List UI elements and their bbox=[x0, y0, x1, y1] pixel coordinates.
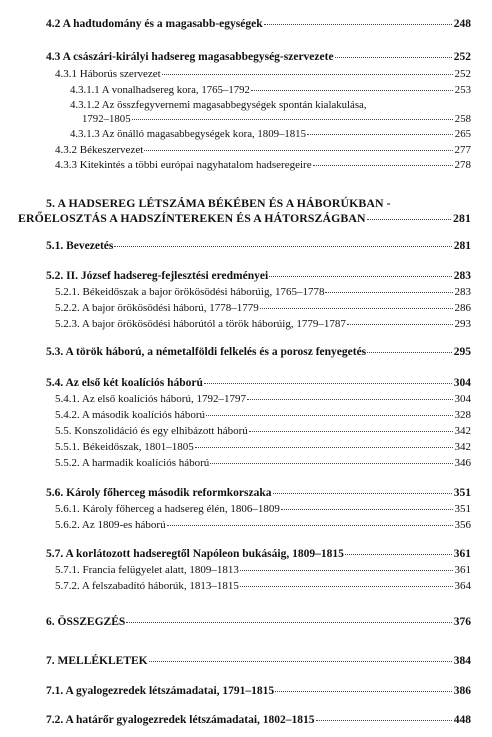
toc-dot-leader bbox=[325, 292, 452, 293]
toc-entry-5-7 bbox=[46, 548, 471, 561]
toc-dot-leader bbox=[204, 383, 452, 384]
toc-dot-leader bbox=[281, 509, 453, 510]
toc-entry-5-7-1 bbox=[55, 564, 471, 577]
toc-entry-page: 283 bbox=[453, 270, 471, 282]
toc-entry-page: 293 bbox=[454, 318, 471, 330]
toc-dot-leader bbox=[162, 74, 453, 75]
toc-entry-5-6 bbox=[46, 487, 471, 500]
toc-entry-page: 281 bbox=[453, 211, 471, 225]
toc-entry-page: 351 bbox=[454, 503, 471, 515]
toc-dot-leader bbox=[275, 691, 452, 692]
toc-entry-5-6-1 bbox=[55, 503, 471, 516]
toc-entry-title: ERŐELOSZTÁS A HADSZÍNTEREKEN ÉS A HÁTORSZÁGBAN bbox=[18, 211, 366, 225]
toc-dot-leader bbox=[247, 399, 453, 400]
toc-entry-page: 384 bbox=[453, 655, 471, 667]
toc-entry-title: 5.7. A korlátozott hadseregtől Napóleon bukásáig, 1809–1815 bbox=[46, 548, 344, 560]
toc-entry-title: 6. ÖSSZEGZÉS bbox=[46, 616, 126, 628]
toc-entry-4-3-1-3 bbox=[70, 128, 471, 141]
toc-entry-5-2-3 bbox=[55, 318, 471, 331]
toc-entry-title: 4.3.3 Kitekintés a többi európai nagyhatalom hadseregeire bbox=[55, 159, 312, 171]
toc-entry-page: 328 bbox=[454, 409, 471, 421]
toc-entry-page: 283 bbox=[454, 286, 471, 298]
toc-dot-leader bbox=[347, 324, 453, 325]
toc-dot-leader bbox=[132, 119, 453, 120]
toc-entry-5-5-1 bbox=[55, 441, 471, 454]
toc-entry-page: 364 bbox=[454, 580, 471, 592]
toc-entry-title: 4.3.2 Békeszervezet bbox=[55, 144, 144, 156]
toc-entry-4-3-1-2-line1: 4.3.1.2 Az összfegyvernemi magasabbegységek spontán kialakulása, bbox=[70, 99, 367, 111]
toc-entry-title: 5.6. Károly főherceg második reformkorszaka bbox=[46, 487, 272, 499]
toc-entry-page: 376 bbox=[453, 616, 471, 628]
toc-dot-leader bbox=[240, 570, 453, 571]
toc-dot-leader bbox=[210, 463, 452, 464]
toc-entry-page: 258 bbox=[454, 113, 471, 125]
toc-entry-title: 7. MELLÉKLETEK bbox=[46, 655, 148, 667]
toc-entry-title: 4.3 A császári-királyi hadsereg magasabbegység-szervezete bbox=[46, 51, 334, 63]
toc-dot-leader bbox=[149, 661, 452, 662]
toc-dot-leader bbox=[126, 622, 451, 623]
toc-entry-page: 386 bbox=[453, 685, 471, 697]
toc-entry-5-2-1 bbox=[55, 286, 471, 299]
toc-entry-4-3 bbox=[46, 51, 471, 64]
toc-entry-page: 248 bbox=[453, 18, 471, 30]
toc-entry-title: 5.2.2. A bajor örökösödési háború, 1778–1779 bbox=[55, 302, 259, 314]
toc-dot-leader bbox=[335, 57, 452, 58]
toc-entry-title: 1792–1805 bbox=[82, 113, 131, 125]
toc-entry-page: 361 bbox=[453, 548, 471, 560]
toc-entry-4-3-2 bbox=[55, 144, 471, 157]
toc-entry-5-5 bbox=[55, 425, 471, 438]
toc-entry-title: 4.3.1.1 A vonalhadsereg kora, 1765–1792 bbox=[70, 84, 250, 96]
toc-dot-leader bbox=[114, 246, 451, 247]
toc-entry-4-3-3 bbox=[55, 159, 471, 172]
toc-chapter-7 bbox=[46, 655, 471, 668]
toc-entry-page: 278 bbox=[454, 159, 471, 171]
toc-entry-title: 5.4.2. A második koalíciós háború bbox=[55, 409, 206, 421]
toc-entry-5-4-1 bbox=[55, 393, 471, 406]
toc-entry-page: 286 bbox=[454, 302, 471, 314]
toc-chapter-6 bbox=[46, 616, 471, 629]
toc-entry-5-3 bbox=[46, 346, 471, 359]
toc-dot-leader bbox=[249, 431, 453, 432]
toc-dot-leader bbox=[313, 165, 453, 166]
toc-dot-leader bbox=[260, 308, 453, 309]
toc-entry-title: 5.4. Az első két koalíciós háború bbox=[46, 377, 203, 389]
toc-dot-leader bbox=[345, 554, 452, 555]
toc-entry-page: 253 bbox=[454, 84, 471, 96]
toc-entry-title: 4.3.1 Háborús szervezet bbox=[55, 68, 161, 80]
toc-entry-page: 304 bbox=[454, 393, 471, 405]
toc-entry-page: 448 bbox=[453, 714, 471, 726]
toc-entry-title: 5.2. II. József hadsereg-fejlesztési eredményei bbox=[46, 270, 269, 282]
toc-chapter-5-line1: 5. A HADSEREG LÉTSZÁMA BÉKÉBEN ÉS A HÁBORÚKBAN - bbox=[46, 196, 391, 210]
toc-entry-title: 4.2 A hadtudomány és a magasabb-egységek bbox=[46, 18, 263, 30]
toc-entry-7-2 bbox=[46, 714, 471, 727]
toc-entry-page: 252 bbox=[454, 68, 471, 80]
toc-entry-page: 252 bbox=[453, 51, 471, 63]
toc-dot-leader bbox=[240, 586, 453, 587]
toc-entry-4-3-1 bbox=[55, 68, 471, 81]
toc-dot-leader bbox=[167, 525, 453, 526]
toc-dot-leader bbox=[251, 90, 453, 91]
toc-entry-page: 351 bbox=[453, 487, 471, 499]
toc-entry-title: 5.6.1. Károly főherceg a hadsereg élén, 1806–1809 bbox=[55, 503, 280, 515]
toc-entry-4-3-1-1 bbox=[70, 84, 471, 97]
toc-entry-5-4-2 bbox=[55, 409, 471, 422]
toc-entry-5-2 bbox=[46, 270, 471, 283]
toc-entry-title: 5.7.1. Francia felügyelet alatt, 1809–1813 bbox=[55, 564, 239, 576]
toc-entry-page: 277 bbox=[454, 144, 471, 156]
toc-dot-leader bbox=[144, 150, 452, 151]
toc-dot-leader bbox=[367, 219, 451, 220]
toc-entry-4-2 bbox=[46, 18, 471, 31]
toc-entry-title: 5.4.1. Az első koalíciós háború, 1792–1797 bbox=[55, 393, 246, 405]
toc-entry-page: 342 bbox=[454, 425, 471, 437]
toc-chapter-5-line2 bbox=[18, 212, 471, 225]
toc-entry-page: 342 bbox=[454, 441, 471, 453]
toc-entry-title: 5.7.2. A felszabadító háborúk, 1813–1815 bbox=[55, 580, 239, 592]
toc-entry-5-1 bbox=[46, 240, 471, 253]
toc-dot-leader bbox=[206, 415, 452, 416]
toc-entry-title: 4.3.1.3 Az önálló magasabbegységek kora, 1809–1815 bbox=[70, 128, 306, 140]
toc-entry-title: 5.2.3. A bajor örökösödési háborútól a török háborúig, 1779–1787 bbox=[55, 318, 346, 330]
toc-entry-title: 5.2.1. Békeidőszak a bajor örökösödési háborúig, 1765–1778 bbox=[55, 286, 325, 298]
toc-entry-page: 356 bbox=[454, 519, 471, 531]
toc-entry-4-3-1-2-line2 bbox=[82, 113, 471, 126]
toc-dot-leader bbox=[195, 447, 453, 448]
toc-entry-title: 5.5.2. A harmadik koalíciós háború bbox=[55, 457, 210, 469]
toc-entry-title: 5.6.2. Az 1809-es háború bbox=[55, 519, 166, 531]
toc-entry-page: 295 bbox=[453, 346, 471, 358]
toc-entry-page: 304 bbox=[453, 377, 471, 389]
toc-entry-title: 5.5. Konszolidáció és egy elhibázott háború bbox=[55, 425, 248, 437]
toc-entry-5-4 bbox=[46, 377, 471, 390]
toc-entry-page: 346 bbox=[454, 457, 471, 469]
toc-entry-5-2-2 bbox=[55, 302, 471, 315]
toc-dot-leader bbox=[264, 24, 452, 25]
toc-entry-title: 5.5.1. Békeidőszak, 1801–1805 bbox=[55, 441, 194, 453]
toc-entry-7-1 bbox=[46, 685, 471, 698]
toc-dot-leader bbox=[316, 720, 452, 721]
toc-dot-leader bbox=[273, 493, 452, 494]
toc-entry-title: 5.1. Bevezetés bbox=[46, 240, 114, 252]
toc-entry-title: 5.3. A török háború, a németalföldi felkelés és a porosz fenyegetés bbox=[46, 346, 367, 358]
toc-dot-leader bbox=[269, 276, 452, 277]
toc-entry-5-5-2 bbox=[55, 457, 471, 470]
toc-entry-5-7-2 bbox=[55, 580, 471, 593]
toc-entry-5-6-2 bbox=[55, 519, 471, 532]
toc-entry-page: 281 bbox=[453, 240, 471, 252]
toc-entry-title: 7.2. A határőr gyalogezredek létszámadatai, 1802–1815 bbox=[46, 714, 315, 726]
toc-entry-page: 361 bbox=[454, 564, 471, 576]
toc-entry-title: 7.1. A gyalogezredek létszámadatai, 1791–1815 bbox=[46, 685, 275, 697]
toc-dot-leader bbox=[367, 352, 452, 353]
toc-dot-leader bbox=[307, 134, 453, 135]
toc-entry-page: 265 bbox=[454, 128, 471, 140]
